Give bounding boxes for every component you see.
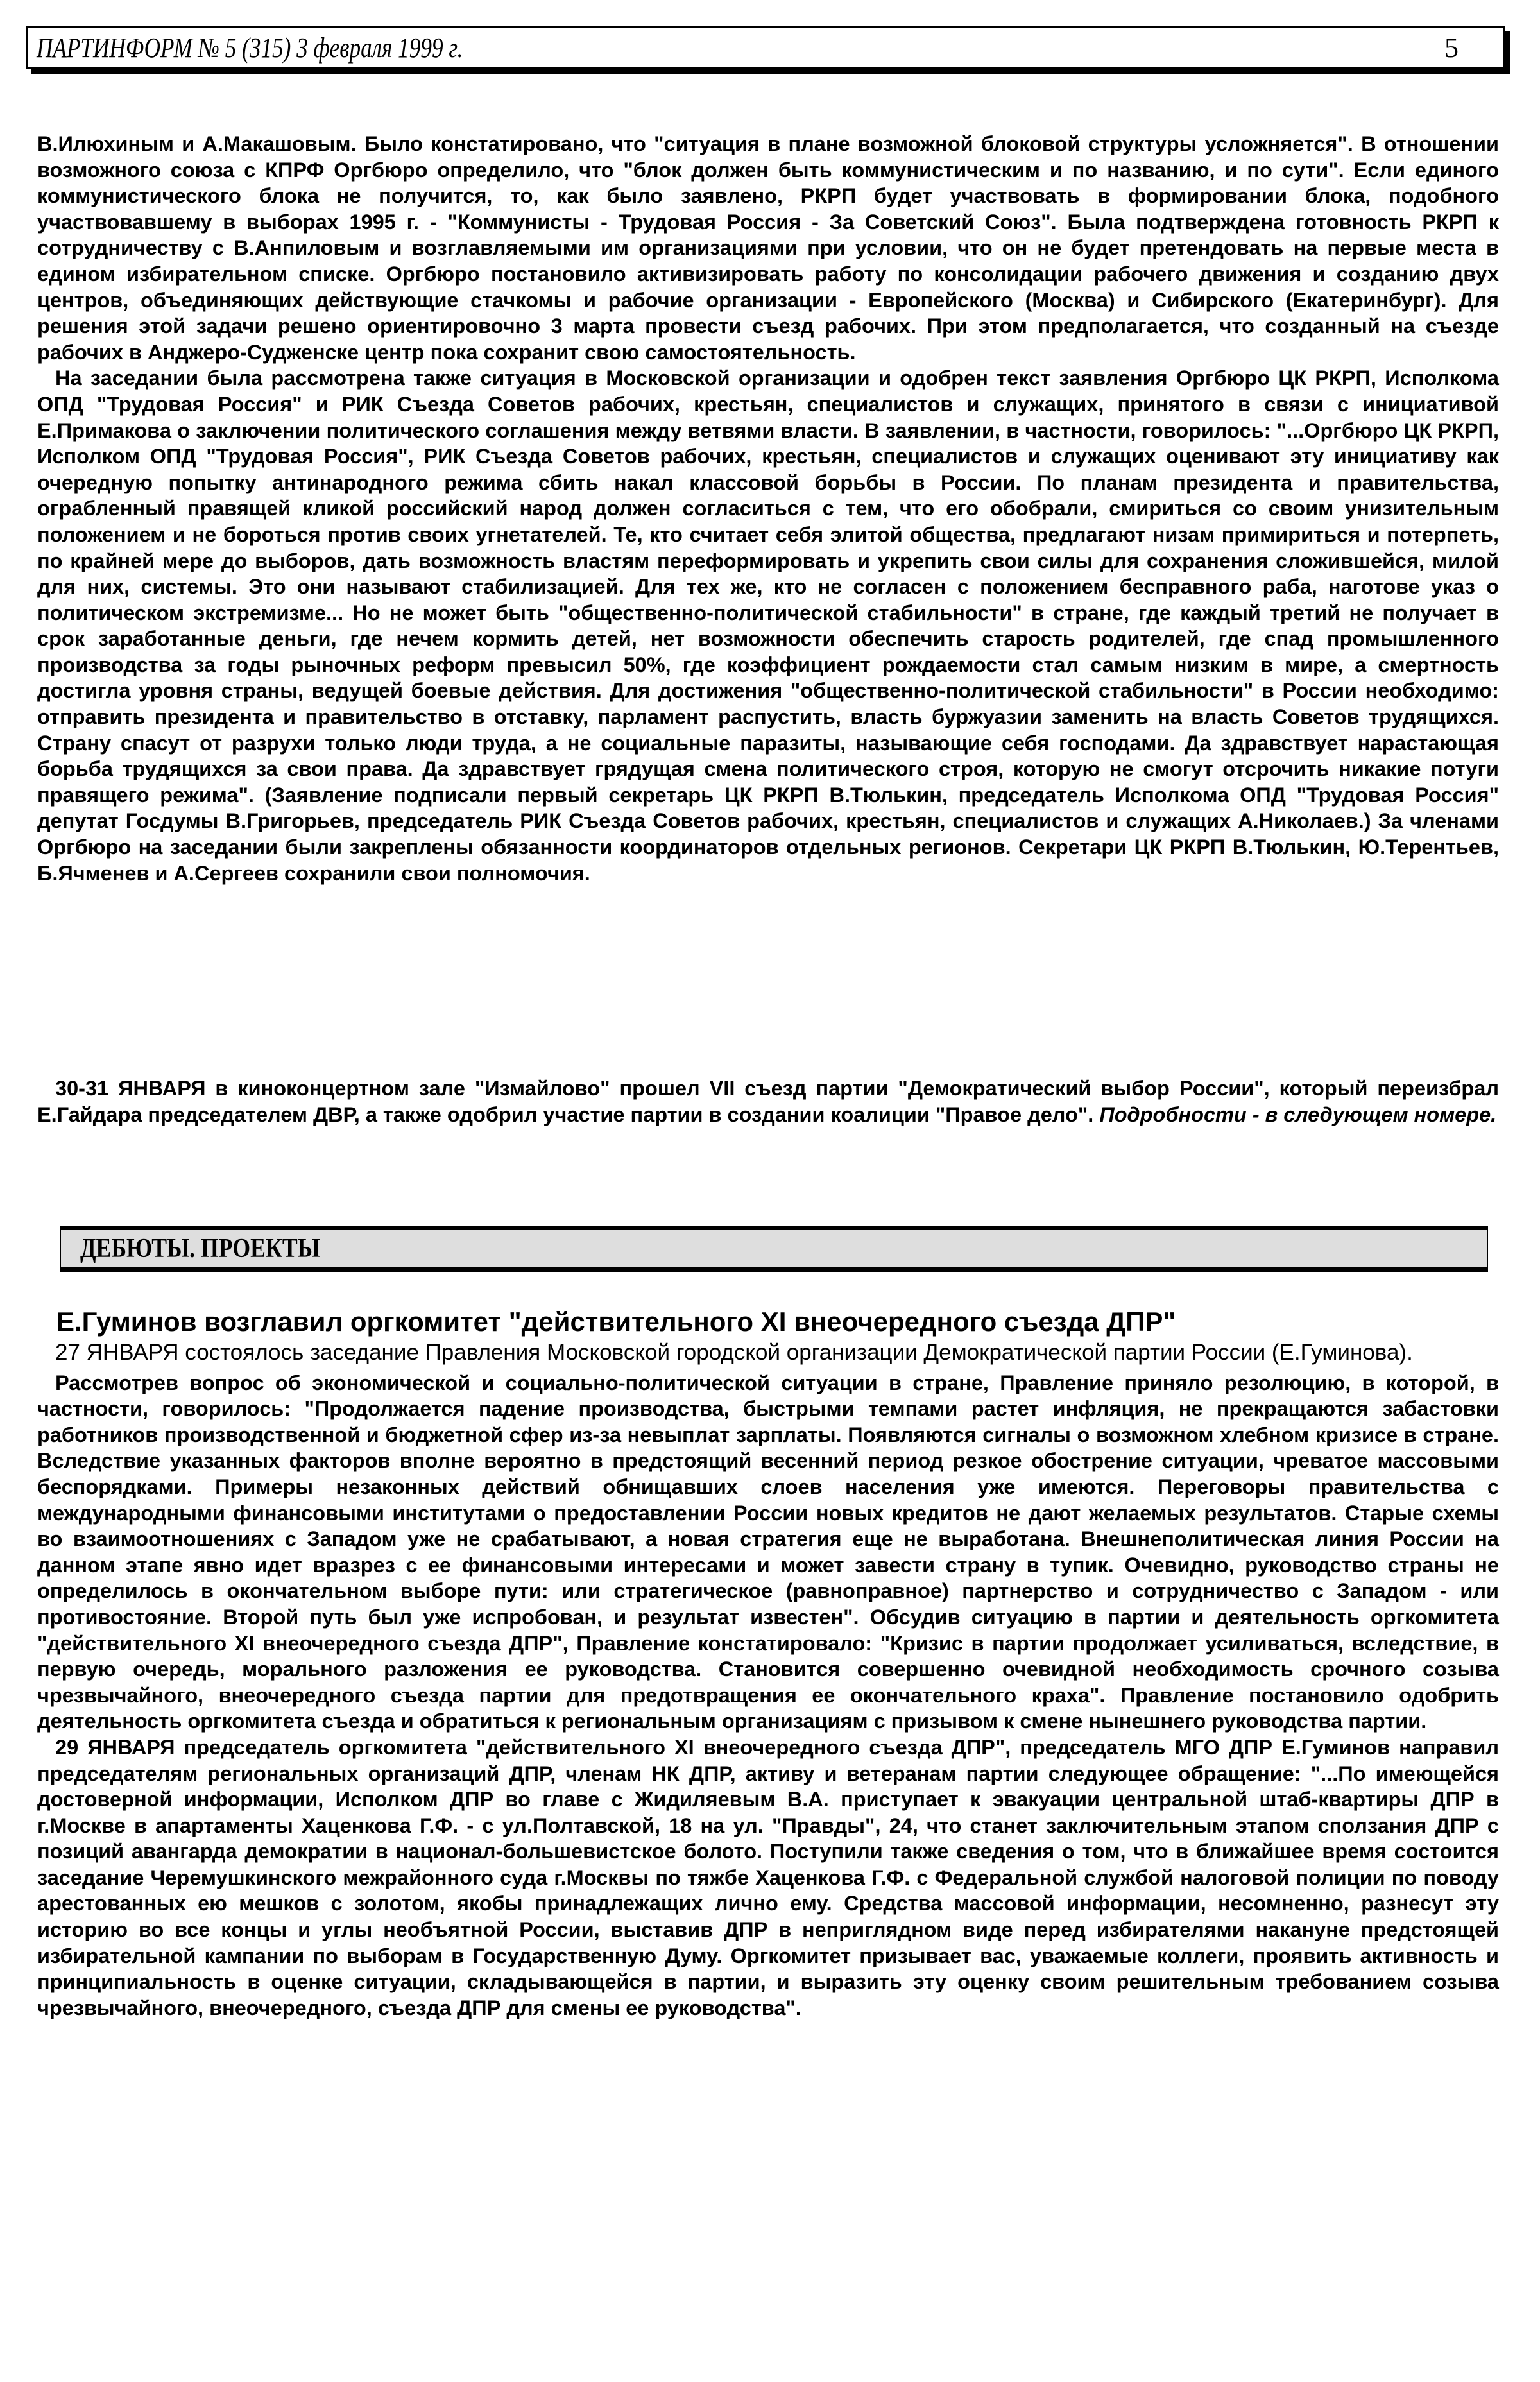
article-lead: 27 ЯНВАРЯ состоялось заседание Правления Московской городской организации Демократической партии России (Е.Гуминова). <box>55 1340 1413 1365</box>
news-more: Подробности - в следующем номере. <box>1099 1102 1497 1126</box>
article-headline: Е.Гуминов возглавил оргкомитет "действительного XI внеочередного съезда ДПР" <box>56 1307 1176 1337</box>
page-number: 5 <box>1444 32 1459 64</box>
paragraph: 29 ЯНВАРЯ председатель оргкомитета "действительного XI внеочередного съезда ДПР", председатель МГО ДПР Е.Гуминов направил председателям региональных организаций ДПР, членам НК ДПР, активу и ветеранам партии следующее обращение: "...По имеющейся достоверной информации, Исполком ДПР во главе с Жидиляевым В.А. приступает к эвакуации центральной штаб-квартиры ДПР в г.Москве в апартаменты Хаценкова Г.Ф. - с ул.Полтавской, 18 на ул. "Правды", 24, что станет заключительным этапом сползания ДПР с позиций авангарда демократии в национал-большевистское болото. Поступили также сведения о том, что в ближайшее время состоится заседание Черемушкинского межрайонного суда г.Москвы по тяжбе Хаценкова Г.Ф. с Федеральной службой налоговой полиции по поводу арестованных ею мешков с золотом, якобы принадлежащих лично ему. Средства массовой информации, несомненно, разнесут эту историю во все концы и углы необъятной России, выставив ДПР в неприглядном виде перед избирателями накануне предстоящей избирательной кампании по выборам в Государственную Думу. Оргкомитет призывает вас, уважаемые коллеги, проявить активность и принципиальность в оценке ситуации, складывающейся в партии, и выразить эту оценку своим решительным требованием созыва чрезвычайного, внеочередного, съезда ДПР для смены ее руководства". <box>37 1735 1499 2019</box>
news-item <box>37 1075 1499 1127</box>
article-continuation <box>37 131 1499 886</box>
section-banner <box>60 1226 1488 1272</box>
article-body <box>37 1340 1499 2021</box>
paragraph: На заседании была рассмотрена также ситуация в Московской организации и одобрен текст заявления Оргбюро ЦК РКРП, Исполкома ОПД "Трудовая Россия" и РИК Съезда Советов рабочих, крестьян, специалистов и служащих, принятого в связи с инициативой Е.Примакова о заключении политического соглашения между ветвями власти. В заявлении, в частности, говорилось: "...Оргбюро ЦК РКРП, Исполком ОПД "Трудовая Россия", РИК Съезда Советов рабочих, крестьян, специалистов и служащих оценивают эту инициативу как очередную попытку антинародного режима сбить накал классовой борьбы в России. По планам президента и правительства, ограбленный правящей кликой российский народ должен согласиться с тем, что его обобрали, смириться со своим унизительным положением и не бороться против своих угнетателей. Те, кто считает себя элитой общества, предлагают низам примириться и потерпеть, по крайней мере до выборов, дать возможность властям переформировать и укрепить свои силы для сохранения сложившейся, милой для них, системы. Это они называют стабилизацией. Для тех же, кто не согласен с положением бесправного раба, наготове указ о политическом экстремизме... Но не может быть "общественно-политической стабильности" в стране, где каждый третий не получает в срок заработанные деньги, где нечем кормить детей, нет возможности обеспечить старость родителей, где спад промышленного производства за годы рыночных реформ превысил 50%, где коэффициент рождаемости стал самым низким в мире, а смертность достигла уровня страны, ведущей боевые действия. Для достижения "общественно-политической стабильности" в России необходимо: отправить президента и правительство в отставку, парламент распустить, власть буржуазии заменить на власть Советов трудящихся. Страну спасут от разрухи только люди труда, а не социальные паразиты, называющие себя господами. Да здравствует нарастающая борьба трудящихся за свои права. Да здравствует грядущая смена политического строя, которую не смогут отсрочить никакие потуги правящего режима". (Заявление подписали первый секретарь ЦК РКРП В.Тюлькин, председатель Исполкома ОПД "Трудовая Россия" депутат Госдумы В.Григорьев, председатель РИК Съезда Советов рабочих, крестьян, специалистов и служащих А.Николаев.) За членами Оргбюро на заседании были закреплены обязанности координаторов отдельных регионов. Секретари ЦК РКРП В.Тюлькин, Ю.Терентьев, Б.Ячменев и А.Сергеев сохранили свои полномочия. <box>37 366 1499 885</box>
page-header <box>26 26 1505 69</box>
paragraph: В.Илюхиным и А.Макашовым. Было констатировано, что "ситуация в плане возможной блоковой структуры усложняется". В отношении возможного союза с КПРФ Оргбюро определило, что "блок должен быть коммунистическим и по названию, и по сути". Если единого коммунистического блока не получится, то, как было заявлено, РКРП будет участвовать в формировании блока, подобного участвовавшему в выборах 1995 г. - "Коммунисты - Трудовая Россия - За Советский Союз". Была подтверждена готовность РКРП к сотрудничеству с В.Анпиловым и возглавляемыми им организациями при условии, что он не будет претендовать на первые места в едином избирательном списке. Оргбюро постановило активизировать работу по консолидации рабочего движения и созданию двух центров, объединяющих действующие стачкомы и рабочие организации - Европейского (Москва) и Сибирского (Екатеринбург). Для решения этой задачи решено ориентировочно 3 марта провести съезд рабочих. При этом предполагается, что созданный на съезде рабочих в Анджеро-Судженске центр пока сохранит свою самостоятельность. <box>37 132 1499 364</box>
section-title: ДЕБЮТЫ. ПРОЕКТЫ <box>80 1234 320 1264</box>
paragraph: Рассмотрев вопрос об экономической и социально-политической ситуации в стране, Правление приняло резолюцию, в которой, в частности, говорилось: "Продолжается падение производства, быстрыми темпами растет инфляция, не прекращаются забастовки работников производственной и бюджетной сфер из-за невыплат зарплаты. Появляются сигналы о возможном хлебном кризисе в стране. Вследствие указанных факторов вполне вероятно в предстоящий весенний период резкое обострение ситуации, чреватое массовыми беспорядками. Примеры незаконных действий обнищавших слоев населения уже имеются. Переговоры правительства с международными финансовыми институтами о предоставлении России новых кредитов не дают желаемых результатов. Старые схемы во взаимоотношениях с Западом уже не срабатывают, а новая стратегия еще не выработана. Внешнеполитическая линия России на данном этапе явно идет вразрез с ее финансовыми интересами и может завести страну в тупик. Очевидно, руководство страны не определилось в окончательном выборе пути: или стратегическое (равноправное) партнерство и сотрудничество с Западом - или противостояние. Второй путь был уже испробован, и результат известен". Обсудив ситуацию в партии и деятельность оргкомитета "действительного XI внеочередного съезда ДПР", Правление констатировало: "Кризис в партии продолжает усиливаться, вследствие, в первую очередь, морального разложения ее руководства. Становится совершенно очевидной необходимость срочного созыва чрезвычайного, внеочередного съезда партии для предотвращения ее окончательного краха". Правление постановило одобрить деятельность оргкомитета съезда и обратиться к региональным организациям с призывом к смене нынешнего руководства партии. <box>37 1371 1499 1733</box>
news-text: 30-31 ЯНВАРЯ в киноконцертном зале "Измайлово" прошел VII съезд партии "Демократический выбор России", который переизбрал Е.Гайдара председателем ДВР, а также одобрил участие партии в создании коалиции "Правое дело". <box>37 1077 1499 1126</box>
publication-title: ПАРТИНФОРМ № 5 (315) 3 февраля 1999 г. <box>37 32 463 64</box>
